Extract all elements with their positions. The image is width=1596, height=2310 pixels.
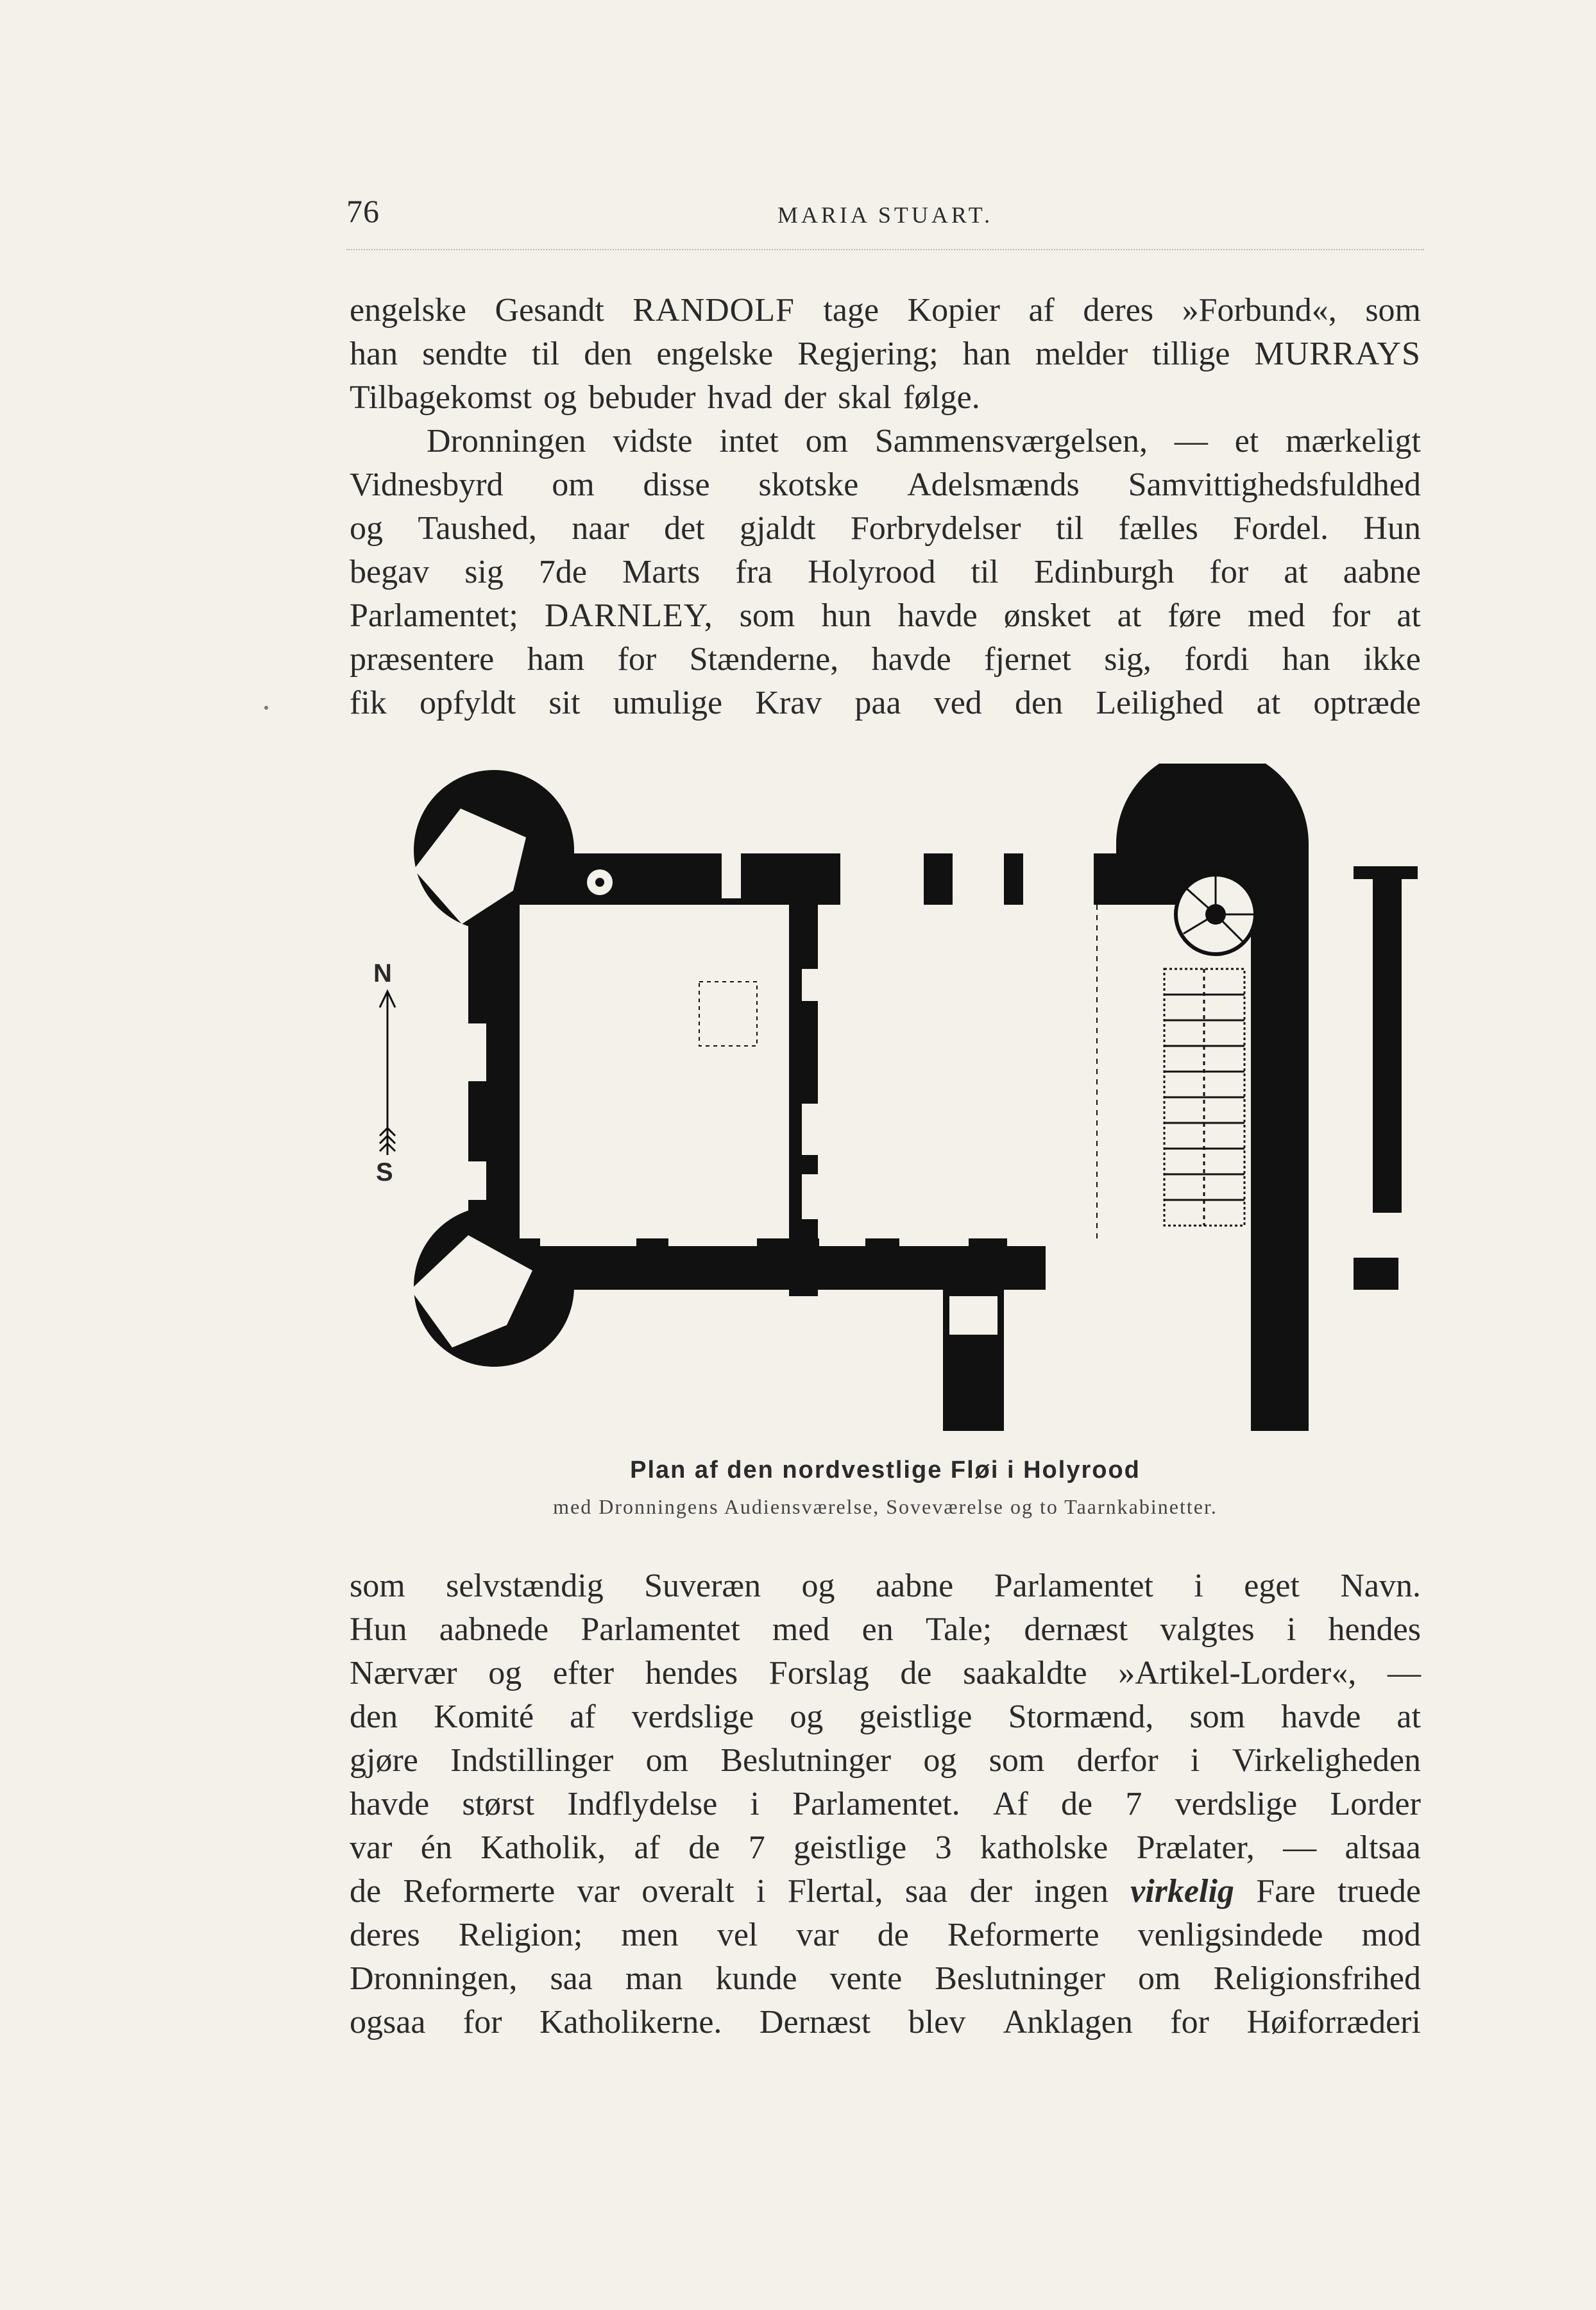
- text-word: Forbrydelser: [850, 510, 1021, 547]
- text-word: Nærvær: [350, 1655, 457, 1691]
- text-word: Tale;: [925, 1611, 992, 1648]
- text-word: at: [1396, 1698, 1421, 1735]
- text-word: for: [1170, 2004, 1209, 2041]
- text-word: Virkeligheden: [1232, 1742, 1421, 1779]
- text-word: Parlamentet.: [792, 1786, 960, 1822]
- floor-plan-drawing: [366, 764, 1430, 1444]
- text-word: —: [1174, 423, 1208, 459]
- text-line: [350, 681, 1421, 725]
- text-word: optræde: [1313, 685, 1421, 721]
- text-word: at: [1256, 685, 1281, 721]
- text-word: for: [1331, 597, 1371, 634]
- text-word: de: [877, 1917, 909, 1953]
- text-word: kunde: [715, 1960, 797, 1997]
- text-line: [350, 1739, 1421, 1783]
- text-word: i: [1190, 1742, 1200, 1779]
- text-word: derfor: [1076, 1742, 1159, 1779]
- text-word: begav: [350, 554, 430, 590]
- floor-plan-figure: [366, 764, 1430, 1444]
- text-word: og: [801, 1568, 835, 1604]
- text-word: for: [463, 2004, 502, 2041]
- text-word: naar: [572, 510, 629, 547]
- text-word: Flertal,: [787, 1873, 883, 1910]
- text-line: [350, 1870, 1421, 1913]
- text-word: 7: [748, 1829, 765, 1866]
- text-word: den: [350, 1698, 398, 1735]
- text-word: tage: [823, 292, 879, 329]
- text-word: truede: [1337, 1873, 1421, 1910]
- text-word: skotske: [758, 466, 859, 503]
- text-word: havde: [897, 597, 978, 634]
- text-word: og: [543, 379, 577, 416]
- paragraph-bottom: [350, 1564, 1421, 2044]
- text-word: de: [688, 1829, 720, 1866]
- text-word: gjøre: [350, 1742, 418, 1779]
- text-word: om: [552, 466, 595, 503]
- text-word: intet: [719, 423, 779, 459]
- text-word: paa: [854, 685, 901, 721]
- text-word: MURRAYS: [1254, 336, 1421, 372]
- text-word: Reformerte: [403, 1873, 556, 1910]
- text-word: Vidnesbyrd: [350, 466, 504, 503]
- text-word: skal: [838, 379, 892, 416]
- text-word: Indstillinger: [450, 1742, 614, 1779]
- text-word: efter: [552, 1655, 615, 1691]
- text-word: Regjering;: [797, 336, 938, 372]
- text-word: fik: [350, 685, 387, 721]
- text-word: geistlige: [794, 1829, 907, 1866]
- text-word: Fordel.: [1233, 510, 1329, 547]
- text-word: RANDOLF: [632, 292, 795, 329]
- text-word: af: [570, 1698, 596, 1735]
- text-word: til: [971, 554, 999, 590]
- compass-south-label: S: [376, 1158, 393, 1186]
- text-word: aabne: [875, 1568, 954, 1604]
- text-word: mærkeligt: [1286, 423, 1421, 459]
- text-word: en: [862, 1611, 894, 1648]
- text-line: [350, 1695, 1421, 1739]
- text-word: Gesandt: [495, 292, 604, 329]
- text-word: Fare: [1256, 1873, 1316, 1910]
- text-word: umulige: [613, 685, 723, 721]
- text-line: [350, 376, 1421, 420]
- text-word: blev: [908, 2004, 966, 2041]
- text-line: [350, 1783, 1421, 1826]
- text-line: [350, 1652, 1421, 1695]
- text-word: verdslige: [631, 1698, 754, 1735]
- text-word: deres: [350, 1917, 420, 1953]
- text-word: de: [900, 1655, 932, 1691]
- text-word: Indflydelse: [567, 1786, 718, 1822]
- text-word: Tilbagekomst: [350, 379, 532, 416]
- page-header: [346, 193, 1424, 244]
- text-word: venligsindede: [1137, 1917, 1323, 1953]
- text-word: som: [350, 1568, 405, 1604]
- figure-subcaption: med Dronningens Audiensværelse, Soveværelse og to Taarnkabinetter.: [553, 1495, 1218, 1518]
- text-word: Dronningen: [427, 423, 586, 459]
- text-word: et: [1234, 423, 1259, 459]
- text-word: Samvittighedsfuldhed: [1128, 466, 1421, 503]
- compass-north-label: N: [373, 959, 392, 988]
- text-word: saakaldte: [963, 1655, 1087, 1691]
- text-word: Religion;: [458, 1917, 583, 1953]
- text-word: i: [1286, 1611, 1296, 1648]
- text-word: og: [350, 510, 383, 547]
- text-word: som: [1189, 1698, 1246, 1735]
- text-word: for: [617, 641, 657, 678]
- text-word: Religionsfrihed: [1213, 1960, 1421, 1997]
- text-word: deres: [1083, 292, 1154, 329]
- text-word: engelske: [656, 336, 774, 372]
- text-word: engelske: [350, 292, 466, 329]
- text-word: præsentere: [350, 641, 495, 678]
- text-word: de: [350, 1873, 382, 1910]
- text-word: virkelig: [1130, 1873, 1234, 1910]
- text-word: tillige: [1152, 336, 1230, 372]
- text-line: [350, 2001, 1421, 2044]
- page-number: 76: [346, 193, 380, 229]
- text-word: selvstændig: [446, 1568, 604, 1604]
- text-word: at: [1396, 597, 1421, 634]
- text-word: for: [1209, 554, 1249, 590]
- text-word: Katholikerne.: [539, 2004, 722, 2041]
- text-word: Sammensværgelsen,: [874, 423, 1148, 459]
- text-word: Prælater,: [1136, 1829, 1255, 1866]
- text-word: Stormænd,: [1008, 1698, 1154, 1735]
- text-word: i: [1194, 1568, 1203, 1604]
- text-line: [350, 594, 1421, 638]
- text-word: Lorder: [1330, 1786, 1421, 1822]
- paragraph-top: [350, 289, 1421, 725]
- text-line: [350, 289, 1421, 332]
- text-word: størst: [462, 1786, 535, 1822]
- text-word: han: [350, 336, 398, 372]
- text-word: hun: [821, 597, 872, 634]
- text-word: —: [1283, 1829, 1317, 1866]
- text-word: fælles: [1118, 510, 1198, 547]
- text-word: Krav: [755, 685, 822, 721]
- text-word: aabne: [1343, 554, 1421, 590]
- text-word: saa: [550, 1960, 593, 1997]
- text-word: til: [1055, 510, 1084, 547]
- text-word: han: [962, 336, 1011, 372]
- text-word: Beslutninger: [720, 1742, 892, 1779]
- text-word: man: [625, 1960, 683, 1997]
- text-word: af: [1028, 292, 1055, 329]
- text-word: eget: [1244, 1568, 1300, 1604]
- text-word: Suveræn: [644, 1568, 761, 1604]
- text-word: havde: [871, 641, 951, 678]
- text-word: den: [584, 336, 632, 372]
- text-word: var: [577, 1873, 620, 1910]
- text-word: Dernæst: [759, 2004, 871, 2041]
- text-word: Reformerte: [947, 1917, 1099, 1953]
- text-word: der: [783, 379, 827, 416]
- text-line: [350, 332, 1421, 376]
- text-word: sit: [548, 685, 581, 721]
- text-word: Parlamentet: [994, 1568, 1153, 1604]
- text-line: [350, 1913, 1421, 1957]
- text-word: ham: [527, 641, 585, 678]
- text-word: med: [772, 1611, 830, 1648]
- text-word: ingen: [1034, 1873, 1108, 1910]
- text-word: Dronningen,: [350, 1960, 518, 1997]
- text-word: om: [1137, 1960, 1181, 1997]
- text-word: gjaldt: [740, 510, 816, 547]
- text-word: som: [989, 1742, 1045, 1779]
- text-line: [350, 551, 1421, 594]
- text-word: DARNLEY,: [544, 597, 713, 634]
- text-line: [350, 1957, 1421, 2001]
- text-word: havde: [1281, 1698, 1361, 1735]
- text-word: til: [531, 336, 560, 372]
- text-word: dernæst: [1024, 1611, 1128, 1648]
- text-word: var: [796, 1917, 839, 1953]
- text-word: Navn.: [1340, 1568, 1421, 1604]
- text-word: Edinburgh: [1033, 554, 1175, 590]
- text-word: sig,: [1104, 641, 1151, 678]
- text-word: opfyldt: [419, 685, 516, 721]
- text-word: Parlamentet: [581, 1611, 740, 1648]
- text-line: [350, 420, 1421, 463]
- text-word: Af: [992, 1786, 1028, 1822]
- text-word: var: [350, 1829, 393, 1866]
- text-word: »Artikel-Lorder«,: [1118, 1655, 1357, 1691]
- text-word: føre: [1167, 597, 1221, 634]
- text-word: den: [1014, 685, 1064, 721]
- text-word: at: [1117, 597, 1142, 634]
- text-word: af: [634, 1829, 660, 1866]
- text-word: det: [664, 510, 705, 547]
- text-word: ved: [933, 685, 982, 721]
- text-word: Komité: [434, 1698, 534, 1735]
- small-stair-icon: [586, 868, 614, 896]
- text-word: ikke: [1363, 641, 1421, 678]
- running-head: MARIA STUART.: [777, 202, 994, 228]
- text-word: Katholik,: [480, 1829, 606, 1866]
- text-word: at: [1284, 554, 1308, 590]
- text-word: Høiforræderi: [1246, 2004, 1421, 2041]
- figure-caption: Plan af den nordvestlige Fløi i Holyrood: [630, 1457, 1141, 1484]
- text-word: havde: [350, 1786, 430, 1822]
- text-word: overalt: [641, 1873, 734, 1910]
- text-word: Forslag: [768, 1655, 869, 1691]
- text-word: som: [739, 597, 795, 634]
- header-rule: [346, 249, 1424, 250]
- text-word: Stænderne,: [689, 641, 839, 678]
- text-word: Leilighed: [1096, 685, 1224, 721]
- text-word: mod: [1361, 1917, 1421, 1953]
- text-word: 7de: [538, 554, 588, 590]
- text-word: —: [1387, 1655, 1421, 1691]
- text-word: 3: [935, 1829, 952, 1866]
- text-word: én: [420, 1829, 452, 1866]
- margin-mark: [264, 706, 268, 710]
- text-word: bebuder: [588, 379, 696, 416]
- text-word: fra: [735, 554, 773, 590]
- text-word: Adelsmænds: [907, 466, 1080, 503]
- text-word: sendte: [422, 336, 507, 372]
- text-word: hvad: [707, 379, 772, 416]
- text-line: [350, 507, 1421, 551]
- text-line: [350, 463, 1421, 507]
- text-word: sig: [464, 554, 504, 590]
- text-word: Hun: [350, 1611, 407, 1648]
- text-word: altsaa: [1345, 1829, 1421, 1866]
- text-word: Marts: [622, 554, 700, 590]
- text-word: 7: [1125, 1786, 1142, 1822]
- text-word: Hun: [1363, 510, 1421, 547]
- text-word: fjernet: [984, 641, 1071, 678]
- text-word: om: [805, 423, 849, 459]
- text-word: han: [1282, 641, 1330, 678]
- text-word: Parlamentet;: [350, 597, 518, 634]
- text-word: i: [750, 1786, 760, 1822]
- text-word: de: [1060, 1786, 1093, 1822]
- text-word: og: [488, 1655, 522, 1691]
- text-word: og: [790, 1698, 824, 1735]
- text-word: Taushed,: [418, 510, 537, 547]
- compass-arrow: [380, 991, 395, 1155]
- text-word: som: [1365, 292, 1421, 329]
- text-word: Anklagen: [1003, 2004, 1133, 2041]
- text-line: [350, 1826, 1421, 1870]
- text-word: vel: [717, 1917, 758, 1953]
- text-word: geistlige: [859, 1698, 972, 1735]
- text-line: [350, 1564, 1421, 1608]
- text-word: Beslutninger: [935, 1960, 1105, 1997]
- text-word: i: [756, 1873, 766, 1910]
- text-word: følge.: [903, 379, 980, 416]
- spiral-stair-icon: [1176, 875, 1255, 954]
- text-word: med: [1248, 597, 1305, 634]
- text-word: hendes: [1328, 1611, 1421, 1648]
- text-word: »Forbund«,: [1182, 292, 1337, 329]
- text-word: katholske: [980, 1829, 1108, 1866]
- text-word: fordi: [1184, 641, 1250, 678]
- text-word: og: [923, 1742, 957, 1779]
- text-word: Kopier: [907, 292, 1000, 329]
- text-word: ogsaa: [350, 2004, 426, 2041]
- text-word: saa: [904, 1873, 948, 1910]
- text-word: verdslige: [1175, 1786, 1298, 1822]
- text-word: valgtes: [1160, 1611, 1255, 1648]
- text-word: melder: [1035, 336, 1128, 372]
- text-word: om: [645, 1742, 689, 1779]
- text-line: [350, 1608, 1421, 1652]
- text-word: disse: [643, 466, 710, 503]
- text-word: hendes: [645, 1655, 738, 1691]
- text-word: ønsket: [1003, 597, 1091, 634]
- text-word: aabnede: [439, 1611, 549, 1648]
- text-word: vente: [829, 1960, 903, 1997]
- text-word: Holyrood: [808, 554, 936, 590]
- text-word: der: [969, 1873, 1012, 1910]
- text-line: [350, 638, 1421, 681]
- text-word: vidste: [613, 423, 693, 459]
- text-word: men: [621, 1917, 679, 1953]
